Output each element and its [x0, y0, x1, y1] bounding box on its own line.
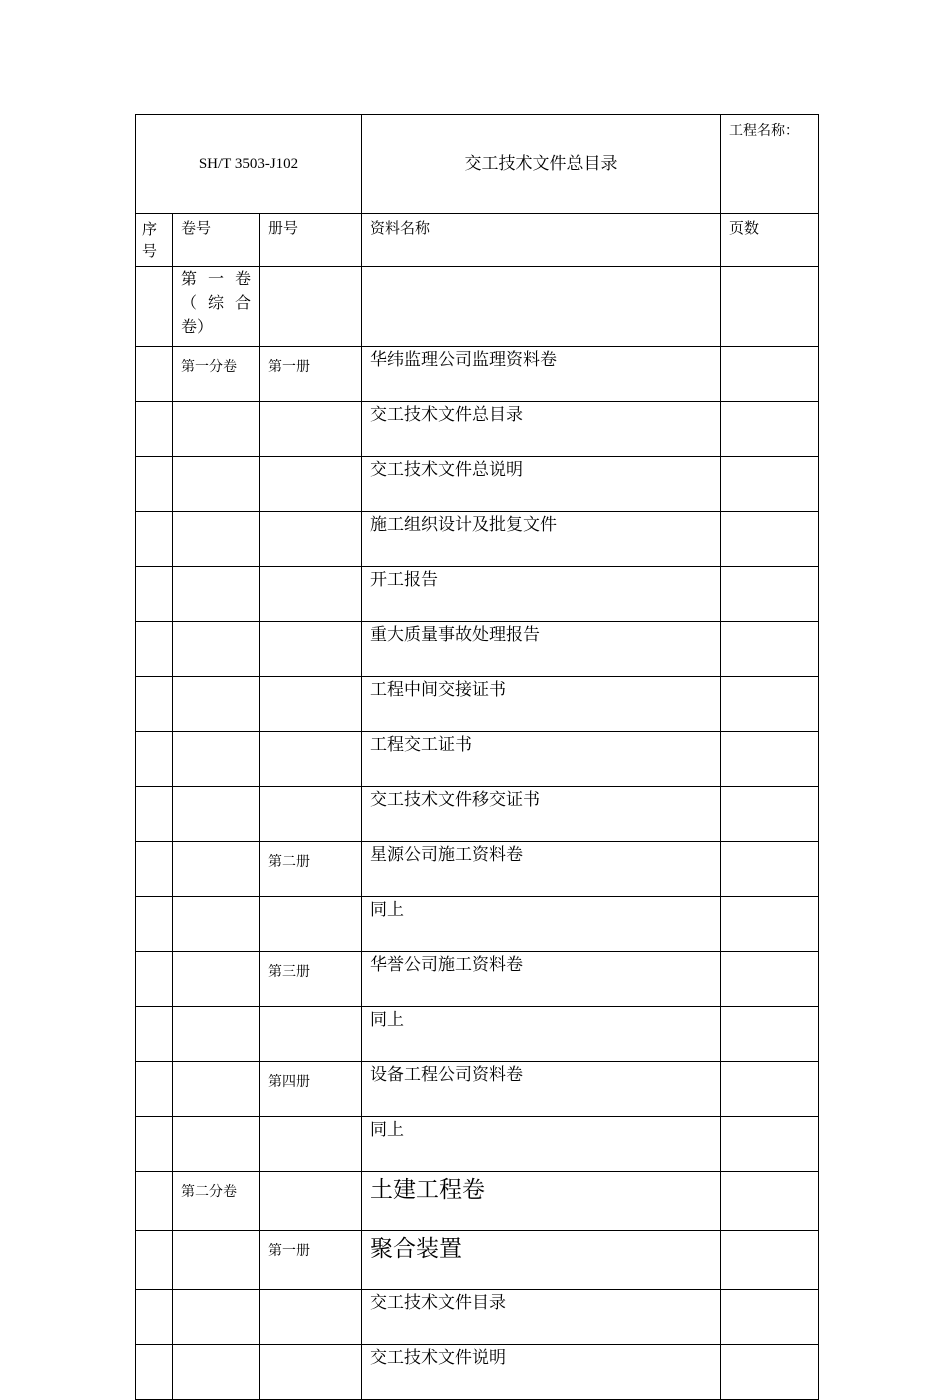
cell-pages	[721, 677, 819, 732]
project-name-label: 工程名称：	[721, 115, 819, 214]
cell-book: 第三册	[260, 952, 362, 1007]
cell-seq	[136, 732, 173, 787]
cell-seq	[136, 622, 173, 677]
cell-seq	[136, 1290, 173, 1345]
cell-pages	[721, 842, 819, 897]
cell-book	[260, 1007, 362, 1062]
cell-volume	[173, 677, 260, 732]
cell-name: 工程交工证书	[362, 732, 721, 787]
cell-seq	[136, 842, 173, 897]
cell-pages	[721, 347, 819, 402]
cell-book: 第二册	[260, 842, 362, 897]
table-row	[136, 457, 819, 512]
table-row	[136, 842, 819, 897]
cell-name: 交工技术文件目录	[362, 1290, 721, 1345]
table-row	[136, 1231, 819, 1290]
cell-name: 同上	[362, 1117, 721, 1172]
cell-volume	[173, 1345, 260, 1400]
cell-name: 工程中间交接证书	[362, 677, 721, 732]
cell-book	[260, 567, 362, 622]
cell-book: 第四册	[260, 1062, 362, 1117]
cell-name: 开工报告	[362, 567, 721, 622]
table-row	[136, 1172, 819, 1231]
cell-seq	[136, 787, 173, 842]
cell-pages	[721, 787, 819, 842]
cell-volume	[173, 787, 260, 842]
cell-name: 交工技术文件总说明	[362, 457, 721, 512]
cell-seq	[136, 1231, 173, 1290]
table-row-first-volume	[136, 267, 819, 347]
cell-book	[260, 1345, 362, 1400]
cell-seq	[136, 457, 173, 512]
cell-book	[260, 402, 362, 457]
cell-name: 聚合装置	[362, 1231, 721, 1290]
header-row	[136, 115, 819, 214]
cell-volume	[173, 402, 260, 457]
cell-name: 施工组织设计及批复文件	[362, 512, 721, 567]
cell-name: 交工技术文件总目录	[362, 402, 721, 457]
cell-seq	[136, 1172, 173, 1231]
column-header-row	[136, 214, 819, 267]
cell-name	[362, 267, 721, 347]
cell-name: 交工技术文件移交证书	[362, 787, 721, 842]
table-row	[136, 347, 819, 402]
table-row	[136, 1117, 819, 1172]
cell-book	[260, 677, 362, 732]
cell-seq	[136, 512, 173, 567]
cell-pages	[721, 1345, 819, 1400]
cell-book	[260, 457, 362, 512]
cell-name: 土建工程卷	[362, 1172, 721, 1231]
cell-name: 交工技术文件说明	[362, 1345, 721, 1400]
cell-book	[260, 1117, 362, 1172]
cell-volume	[173, 1007, 260, 1062]
cell-seq	[136, 677, 173, 732]
cell-book	[260, 622, 362, 677]
table-row	[136, 567, 819, 622]
document-title: 交工技术文件总目录	[362, 115, 721, 214]
cell-book	[260, 732, 362, 787]
cell-volume: 第一分卷	[173, 347, 260, 402]
column-header-name: 资料名称	[362, 214, 721, 267]
cell-pages	[721, 1231, 819, 1290]
cell-pages	[721, 1007, 819, 1062]
cell-name: 同上	[362, 897, 721, 952]
catalog-sheet	[135, 114, 818, 1400]
cell-pages	[721, 402, 819, 457]
table-row	[136, 622, 819, 677]
cell-seq	[136, 1007, 173, 1062]
column-header-book: 册号	[260, 214, 362, 267]
table-row	[136, 787, 819, 842]
cell-seq	[136, 267, 173, 347]
table-row	[136, 1290, 819, 1345]
cell-pages	[721, 457, 819, 512]
column-header-pages: 页数	[721, 214, 819, 267]
cell-volume	[173, 1062, 260, 1117]
table-row	[136, 1062, 819, 1117]
cell-volume: 第二分卷	[173, 1172, 260, 1231]
cell-pages	[721, 512, 819, 567]
cell-volume	[173, 567, 260, 622]
cell-name: 华誉公司施工资料卷	[362, 952, 721, 1007]
cell-seq	[136, 402, 173, 457]
table-row	[136, 677, 819, 732]
table-row	[136, 952, 819, 1007]
cell-book	[260, 787, 362, 842]
cell-volume	[173, 952, 260, 1007]
cell-seq	[136, 1345, 173, 1400]
cell-name: 重大质量事故处理报告	[362, 622, 721, 677]
cell-book	[260, 512, 362, 567]
column-header-seq: 序 号	[136, 214, 173, 267]
cell-seq	[136, 567, 173, 622]
cell-pages	[721, 567, 819, 622]
cell-pages	[721, 952, 819, 1007]
cell-volume	[173, 1290, 260, 1345]
table-row	[136, 1345, 819, 1400]
cell-pages	[721, 897, 819, 952]
cell-name: 华纬监理公司监理资料卷	[362, 347, 721, 402]
cell-volume	[173, 622, 260, 677]
cell-pages	[721, 622, 819, 677]
cell-pages	[721, 267, 819, 347]
first-volume-label: 第 一 卷 （ 综 合 卷）	[173, 267, 260, 347]
cell-pages	[721, 1290, 819, 1345]
cell-volume	[173, 1231, 260, 1290]
cell-book	[260, 1290, 362, 1345]
cell-book	[260, 267, 362, 347]
table-row	[136, 512, 819, 567]
cell-volume	[173, 512, 260, 567]
cell-pages	[721, 1172, 819, 1231]
cell-seq	[136, 1062, 173, 1117]
table-row	[136, 732, 819, 787]
cell-seq	[136, 347, 173, 402]
column-header-volume: 卷号	[173, 214, 260, 267]
table-row	[136, 1007, 819, 1062]
cell-seq	[136, 897, 173, 952]
catalog-table	[135, 114, 819, 1400]
table-row	[136, 897, 819, 952]
cell-book	[260, 897, 362, 952]
cell-book	[260, 1172, 362, 1231]
cell-seq	[136, 952, 173, 1007]
cell-seq	[136, 1117, 173, 1172]
standard-code: SH/T 3503-J102	[136, 115, 362, 214]
cell-name: 同上	[362, 1007, 721, 1062]
cell-volume	[173, 732, 260, 787]
cell-name: 设备工程公司资料卷	[362, 1062, 721, 1117]
table-row	[136, 402, 819, 457]
cell-volume	[173, 897, 260, 952]
cell-book: 第一册	[260, 347, 362, 402]
cell-volume	[173, 1117, 260, 1172]
cell-pages	[721, 1117, 819, 1172]
cell-volume	[173, 842, 260, 897]
cell-book: 第一册	[260, 1231, 362, 1290]
cell-pages	[721, 732, 819, 787]
cell-pages	[721, 1062, 819, 1117]
cell-volume	[173, 457, 260, 512]
cell-name: 星源公司施工资料卷	[362, 842, 721, 897]
